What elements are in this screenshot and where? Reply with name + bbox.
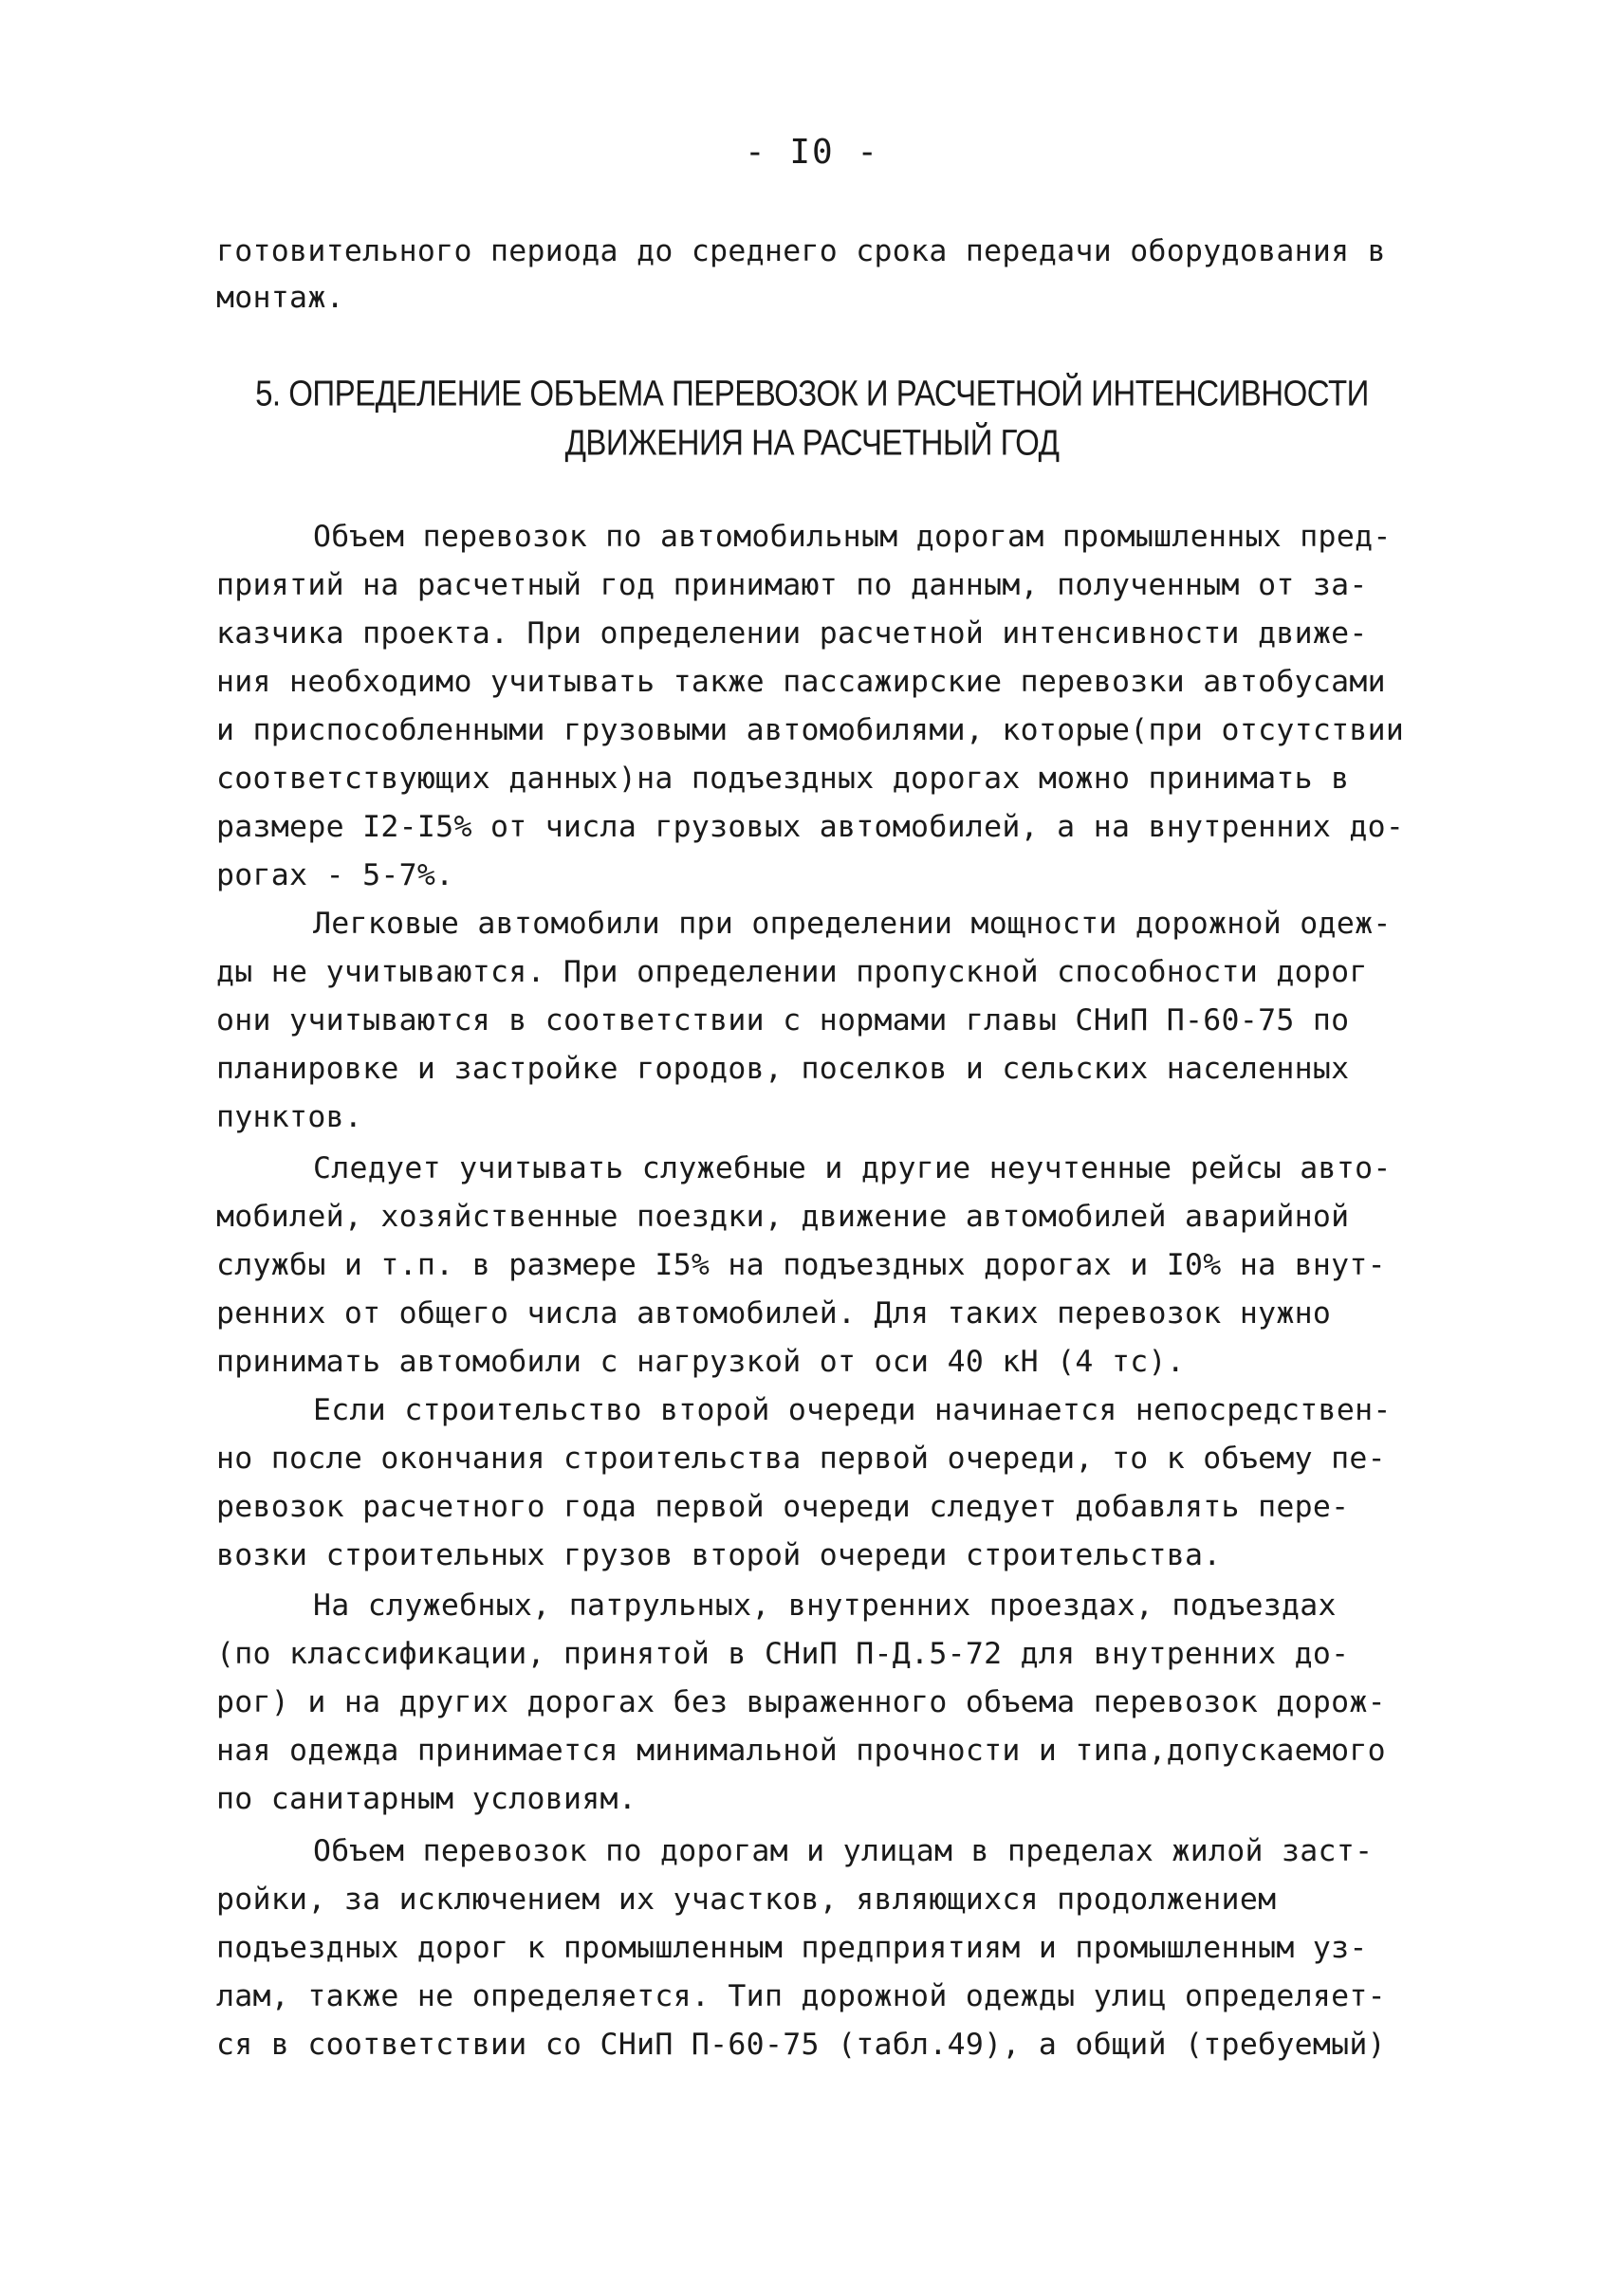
text-line: по санитарным условиям. — [216, 1782, 637, 1816]
paragraph-first-line: Объем перевозок по дорогам и улицам в пределах жилой заст- — [313, 1834, 1374, 1868]
text-line: но после окончания строительства первой очереди, то к объему пе- — [216, 1442, 1386, 1476]
paragraph-first-line: Легковые автомобили при определении мощности дорожной одеж- — [313, 907, 1392, 941]
text-line: подъездных дорог к промышленным предприятиям и промышленным уз- — [216, 1931, 1368, 1965]
text-line: ды не учитываются. При определении пропускной способности дорог — [216, 955, 1368, 989]
text-line: казчика проекта. При определении расчетной интенсивности движе- — [216, 616, 1368, 651]
text-line: ренних от общего числа автомобилей. Для таких перевозок нужно — [216, 1296, 1332, 1331]
paragraph-first-line: На служебных, патрульных, внутренних проездах, подъездах — [313, 1589, 1337, 1623]
text-line: ния необходимо учитывать также пассажирские перевозки автобусами — [216, 665, 1386, 699]
text-line: ся в соответствии со СНиП П-60-75 (табл.49), а общий (требуемый) — [216, 2028, 1386, 2062]
text-line: монтаж. — [216, 281, 344, 315]
paragraph-first-line: Объем перевозок по автомобильным дорогам промышленных пред- — [313, 520, 1392, 554]
paragraph-first-line: Следует учитывать служебные и другие неучтенные рейсы авто- — [313, 1151, 1392, 1185]
text-line: пунктов. — [216, 1100, 363, 1134]
text-line: ная одежда принимается минимальной прочности и типа,допускаемого — [216, 1734, 1386, 1768]
text-line: лам, также не определяется. Тип дорожной одежды улиц определяет- — [216, 1979, 1386, 2013]
text-line: размере I2-I5% от числа грузовых автомобилей, а на внутренних до- — [216, 810, 1405, 844]
text-line: они учитываются в соответствии с нормами главы СНиП П-60-75 по — [216, 1003, 1350, 1038]
text-line: готовительного периода до среднего срока передачи оборудования в — [216, 234, 1386, 268]
text-line: соответствующих данных)на подъездных дорогах можно принимать в — [216, 762, 1350, 796]
text-line: мобилей, хозяйственные поездки, движение автомобилей аварийной — [216, 1200, 1350, 1234]
text-line: службы и т.п. в размере I5% на подъездных дорогах и I0% на внут- — [216, 1248, 1386, 1282]
text-line: рогах - 5-7%. — [216, 858, 454, 892]
text-line: и приспособленными грузовыми автомобилями, которые(при отсутствии — [216, 713, 1405, 747]
text-line: приятий на расчетный год принимают по данным, полученным от за- — [216, 568, 1368, 602]
text-line: возки строительных грузов второй очереди строительства. — [216, 1538, 1222, 1572]
text-line: принимать автомобили с нагрузкой от оси 40 кН (4 тс). — [216, 1345, 1186, 1379]
text-line: рог) и на других дорогах без выраженного объема перевозок дорож- — [216, 1685, 1386, 1719]
paragraph-first-line: Если строительство второй очереди начинается непосредствен- — [313, 1393, 1392, 1427]
text-line: ройки, за исключением их участков, являющихся продолжением — [216, 1883, 1277, 1917]
text-line: (по классификации, принятой в СНиП П-Д.5-72 для внутренних до- — [216, 1637, 1350, 1671]
section-heading-line-2: ДВИЖЕНИЯ НА РАСЧЕТНЫЙ ГОД — [564, 422, 1060, 463]
text-line: планировке и застройке городов, поселков и сельских населенных — [216, 1052, 1350, 1086]
text-line: ревозок расчетного года первой очереди следует добавлять пере- — [216, 1490, 1350, 1524]
page-number: - I0 - — [744, 133, 880, 172]
section-heading-line-1: 5. ОПРЕДЕЛЕНИЕ ОБЪЕМА ПЕРЕВОЗОК И РАСЧЕТНОЙ ИНТЕНСИВНОСТИ — [255, 373, 1369, 413]
